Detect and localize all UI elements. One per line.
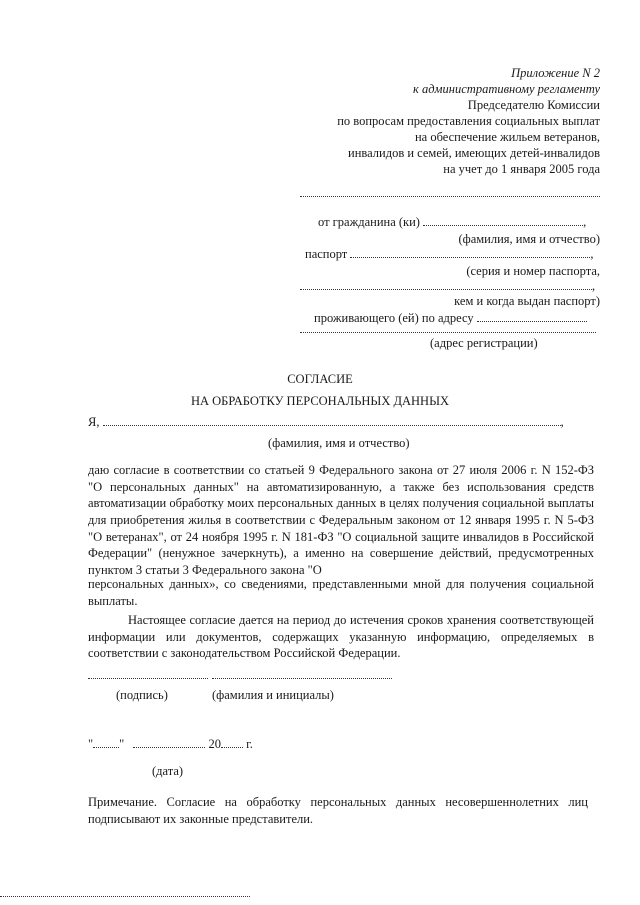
address-line-2[interactable] <box>300 332 596 333</box>
residing-label: проживающего (ей) по адресу <box>314 311 474 325</box>
appendix-reference: к административному регламенту <box>413 82 600 96</box>
passport-issued-field[interactable] <box>300 278 592 290</box>
passport-row: паспорт , <box>305 247 594 261</box>
addressee-line-2: по вопросам предоставления социальных выплат <box>337 114 600 128</box>
document-title: СОГЛАСИЕ <box>287 372 353 386</box>
addressee-line-3: на обеспечение жильем ветеранов, <box>414 130 600 144</box>
full-name-field[interactable] <box>103 414 561 426</box>
passport-hint: (серия и номер паспорта, <box>466 264 600 278</box>
date-quote-open: " <box>88 737 94 751</box>
document-subtitle: НА ОБРАБОТКУ ПЕРСОНАЛЬНЫХ ДАННЫХ <box>190 394 450 408</box>
from-citizen-row: от гражданина (ки) , <box>318 215 587 229</box>
year-suffix: г. <box>246 737 253 751</box>
date-hint: (дата) <box>152 764 184 778</box>
from-citizen-field[interactable] <box>423 214 583 226</box>
footer-line <box>0 896 250 897</box>
addressee-line-5: на учет до 1 января 2005 года <box>443 162 600 176</box>
name-initials-hint: (фамилия и инициалы) <box>212 688 334 702</box>
name-initials-line[interactable] <box>212 678 392 679</box>
addressee-line-1: Председателю Комиссии <box>467 98 600 112</box>
addressee-line-4: инвалидов и семей, имеющих детей-инвалидов <box>348 146 600 160</box>
from-citizen-label: от гражданина (ки) <box>318 215 420 229</box>
day-field[interactable] <box>93 736 119 748</box>
i-label: Я, <box>88 415 100 429</box>
signature-hint: (подпись) <box>116 688 168 702</box>
date-quote-close: " <box>119 737 125 751</box>
address-hint: (адрес регистрации) <box>430 336 538 350</box>
full-name-row: Я, , <box>88 415 564 429</box>
full-name-hint: (фамилия, имя и отчество) <box>268 436 410 450</box>
addressee-blank-line[interactable] <box>300 196 600 197</box>
consent-paragraph-2: Настоящее согласие дается на период до истечения сроков хранения соответствующей информации или документов, содержащих указанную информацию, определяемых в соответствии с законодательством Российской Федерации. <box>88 613 594 661</box>
appendix-number: Приложение N 2 <box>511 66 600 80</box>
signature-line[interactable] <box>88 678 208 679</box>
date-row <box>88 736 253 753</box>
note-text: Примечание. Согласие на обработку персональных данных несовершеннолетних лиц подписывают их законные представители. <box>88 795 588 826</box>
year-prefix: 20 <box>208 737 221 751</box>
from-citizen-hint: (фамилия, имя и отчество) <box>458 232 600 246</box>
passport-field[interactable] <box>350 246 590 258</box>
passport-issued-row: , <box>300 278 595 295</box>
consent-paragraph-1-continuation: персональных данных», со сведениями, представленными мной для получения социальной выплаты. <box>88 577 594 608</box>
year-field[interactable] <box>221 736 243 748</box>
consent-paragraph-1: даю согласие в соответствии со статьей 9 Федерального закона от 27 июля 2006 г. N 152-ФЗ "О персональных данных" на автоматизированную, а также без использования средств автоматизации обработку моих персональных данных в целях получения социальной выплаты для приобретения жилья в соответствии с Федеральным законом от 12 января 1995 г. N 5-ФЗ "О ветеранах", от 24 ноября 1995 г. N 181-ФЗ "О социальной защите инвалидов в Российской Федерации" (ненужное зачеркнуть), а именно на совершение действий, предусмотренных пунктом 3 статьи 3 Федерального закона "О <box>88 463 594 577</box>
address-field[interactable] <box>477 310 587 322</box>
passport-issued-hint: кем и когда выдан паспорт) <box>454 294 600 308</box>
month-field[interactable] <box>133 736 205 748</box>
passport-label: паспорт <box>305 247 348 261</box>
residing-row <box>314 310 587 327</box>
